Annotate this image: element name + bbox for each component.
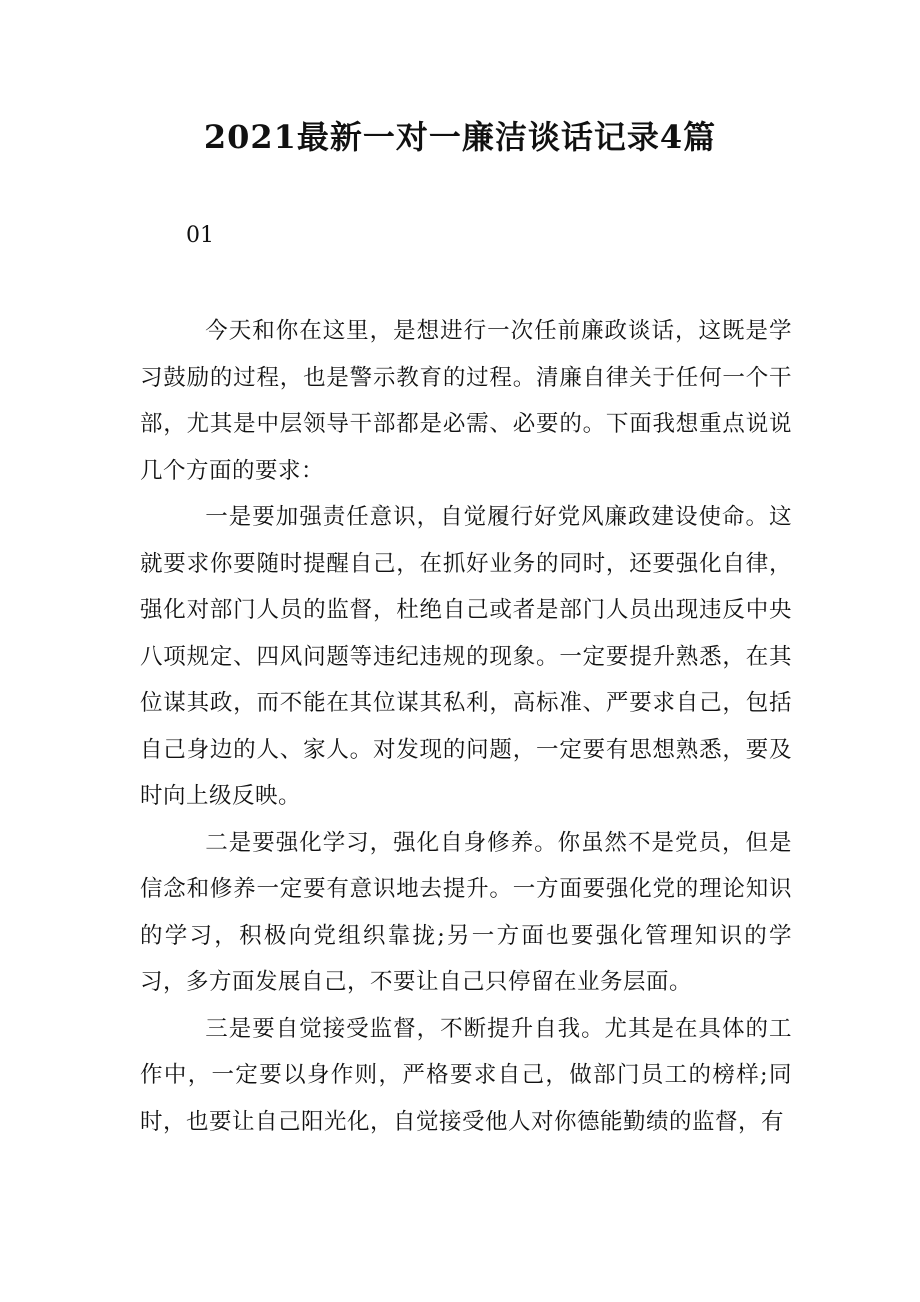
document-body (140, 308, 792, 1145)
section-number: 01 (186, 223, 214, 248)
document-title: 2021最新一对一廉洁谈话记录4篇 (203, 118, 717, 156)
paragraph-point-three: 三是要自觉接受监督，不断提升自我。尤其是在具体的工作中，一定要以身作则，严格要求自己，做部门员工的榜样;同时，也要让自己阳光化，自觉接受他人对你德能勤绩的监督，有 (140, 1015, 792, 1135)
paragraph-point-one: 一是要加强责任意识，自觉履行好党风廉政建设使命。这就要求你要随时提醒自己，在抓好业务的同时，还要强化自律，强化对部门人员的监督，杜绝自己或者是部门人员出现违反中央八项规定、四风问题等违纪违规的现象。一定要提升熟悉，在其位谋其政，而不能在其位谋其私利，高标准、严要求自己，包括自己身边的人、家人。对发现的问题，一定要有思想熟悉，要及时向上级反映。 (140, 504, 792, 809)
paragraph-point-two: 二是要强化学习，强化自身修养。你虽然不是党员，但是信念和修养一定要有意识地去提升。一方面要强化党的理论知识的学习，积极向党组织靠拢;另一方面也要强化管理知识的学习，多方面发展自己，不要让自己只停留在业务层面。 (140, 829, 792, 995)
paragraph-intro: 今天和你在这里，是想进行一次任前廉政谈话，这既是学习鼓励的过程，也是警示教育的过程。清廉自律关于任何一个干部，尤其是中层领导干部都是必需、必要的。下面我想重点说说几个方面的要求： (140, 318, 792, 484)
